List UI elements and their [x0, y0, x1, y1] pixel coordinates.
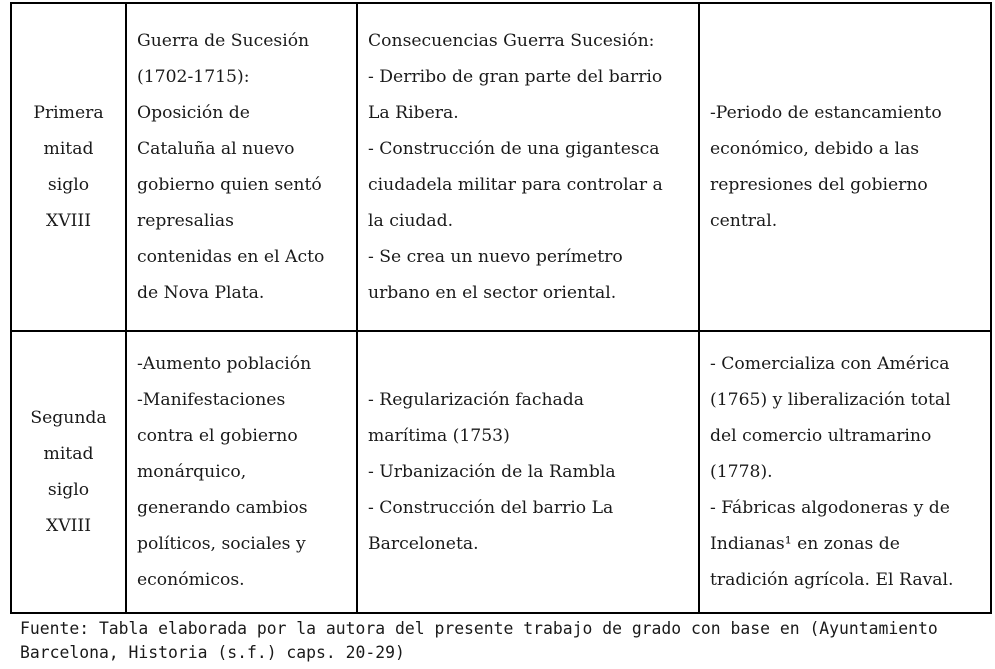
period-cell [11, 331, 126, 613]
economic-cell [699, 3, 991, 331]
political-line: económicos. [137, 570, 245, 590]
political-line: -Aumento población [137, 354, 312, 374]
urban-line: - Derribo de gran parte del barrio [368, 67, 663, 87]
economic-cell [699, 331, 991, 613]
urban-cell [357, 3, 699, 331]
political-line: contenidas en el Acto [137, 247, 325, 267]
political-line: monárquico, [137, 462, 247, 482]
history-table [10, 2, 992, 614]
political-line: (1702-1715): [137, 67, 250, 87]
political-line: gobierno quien sentó [137, 175, 322, 195]
urban-line: - Se crea un nuevo perímetro [368, 247, 623, 267]
economic-line: tradición agrícola. El Raval. [710, 570, 954, 590]
urban-line: ciudadela militar para controlar a [368, 175, 663, 195]
urban-line: la ciudad. [368, 211, 454, 231]
political-cell [126, 331, 357, 613]
source-line: Barcelona, Historia (s.f.) caps. 20-29) [20, 643, 405, 662]
political-line: Guerra de Sucesión [137, 31, 310, 51]
period-line: siglo [47, 480, 90, 500]
urban-line: urbano en el sector oriental. [368, 283, 617, 303]
economic-line: Indianas¹ en zonas de [710, 534, 900, 554]
period-line: XVIII [45, 516, 92, 536]
economic-line: -Periodo de estancamiento [710, 103, 942, 123]
political-line: represalias [137, 211, 234, 231]
period-line: Segunda [30, 408, 107, 428]
period-line: siglo [47, 175, 90, 195]
economic-line: económico, debido a las [710, 139, 920, 159]
economic-line: del comercio ultramarino [710, 426, 932, 446]
urban-line: Barceloneta. [368, 534, 479, 554]
economic-line: represiones del gobierno [710, 175, 928, 195]
urban-line: - Urbanización de la Rambla [368, 462, 616, 482]
political-line: políticos, sociales y [137, 534, 306, 554]
period-line: Primera [33, 103, 104, 123]
political-line: contra el gobierno [137, 426, 298, 446]
table-row-second-half [11, 331, 991, 613]
table-row-first-half [11, 3, 991, 331]
urban-cell [357, 331, 699, 613]
economic-line: central. [710, 211, 778, 231]
economic-line: - Fábricas algodoneras y de [710, 498, 950, 518]
source-caption [20, 617, 995, 665]
urban-line: Consecuencias Guerra Sucesión: [368, 31, 655, 51]
political-line: Oposición de [137, 103, 250, 123]
economic-line: (1778). [710, 462, 773, 482]
urban-line: - Regularización fachada [368, 390, 585, 410]
political-line: de Nova Plata. [137, 283, 265, 303]
political-line: Cataluña al nuevo [137, 139, 295, 159]
urban-line: - Construcción de una gigantesca [368, 139, 660, 159]
political-line: generando cambios [137, 498, 308, 518]
urban-line: La Ribera. [368, 103, 459, 123]
period-line: XVIII [45, 211, 92, 231]
period-line: mitad [43, 139, 94, 159]
period-line: mitad [43, 444, 94, 464]
political-cell [126, 3, 357, 331]
political-line: -Manifestaciones [137, 390, 286, 410]
economic-line: (1765) y liberalización total [710, 390, 951, 410]
urban-line: - Construcción del barrio La [368, 498, 614, 518]
source-line: Fuente: Tabla elaborada por la autora del presente trabajo de grado con base en (Ayuntamiento [20, 619, 938, 638]
period-cell [11, 3, 126, 331]
urban-line: marítima (1753) [368, 426, 510, 446]
economic-line: - Comercializa con América [710, 354, 950, 374]
